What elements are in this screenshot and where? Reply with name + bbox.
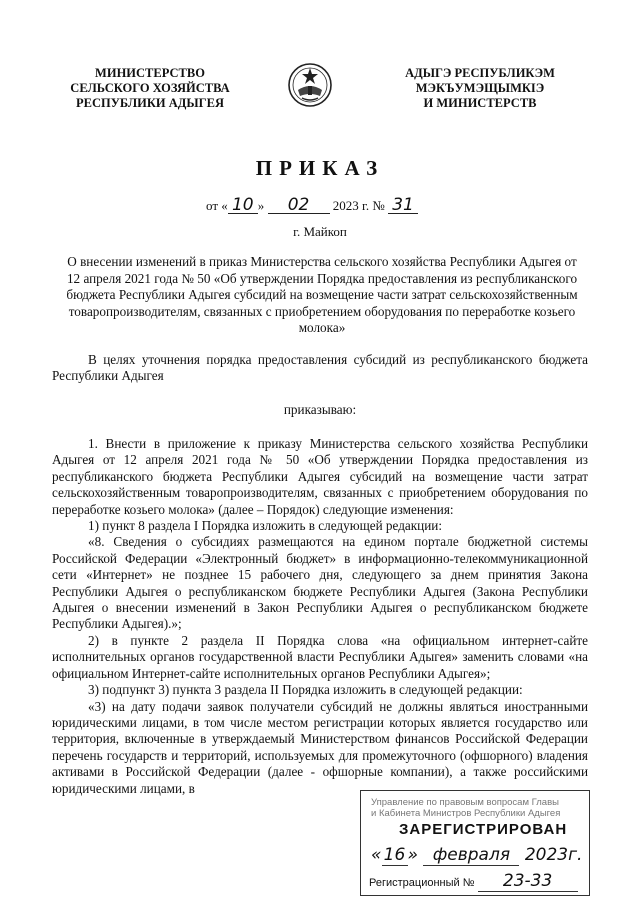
- intro-text: В целях уточнения порядка предоставления субсидий из республиканского бюджета Республики Адыгея: [52, 352, 588, 384]
- stamp-date-suffix: г.: [568, 845, 583, 865]
- subparagraph-3-text: «3) на дату подачи заявок получатели субсидий не должны являться иностранными юридическими лицами, в том числе местом регистрации которых является государство или территория, включенные в утверждаемый Министерством финансов Российской Федерации перечень государств и территорий, используемых для промежуточного (офшорного) владения активами в Российской Федерации (далее - офшорные компании), а также российскими юридическими лицами, в: [52, 698, 588, 796]
- subparagraph-3: 3) подпункт 3) пункта 3 раздела II Порядка изложить в следующей редакции:: [88, 682, 523, 698]
- ministry-adyghe-line-3: И МИНИСТЕРСТВ: [423, 96, 537, 110]
- stamp-reg-label: Регистрационный №: [369, 877, 475, 889]
- registration-stamp: [360, 790, 590, 896]
- order-word-block: [52, 402, 588, 418]
- order-body: [52, 436, 588, 797]
- stamp-ghost-line-2: и Кабинета Министров Республики Адыгея: [371, 808, 561, 819]
- ministry-line-3: РЕСПУБЛИКИ АДЫГЕЯ: [75, 96, 225, 110]
- stamp-title: ЗАРЕГИСТРИРОВАН: [399, 821, 568, 838]
- stamp-date-year-suffix: 23: [546, 845, 569, 865]
- stamp-ghost-line-1: Управление по правовым вопросам Главы: [371, 797, 559, 808]
- stamp-date-year-prefix: 20: [524, 845, 547, 865]
- city: г. Майкоп: [293, 224, 347, 239]
- subparagraph-1-text: «8. Сведения о субсидиях размещаются на едином портале бюджетной системы Российской Федерации «Электронный бюджет» в информационно-телекоммуникационной сети «Интернет» не позднее 15 рабочего дня, следующего за днем принятия Закона Республики Адыгея о республиканском бюджете Республики Адыгея (Закона Республики Адыгея о внесении изменений в Закон Республики Адыгея о республиканском бюджете Республики Адыгея).»;: [52, 534, 588, 632]
- order-date-line: [206, 197, 446, 214]
- ministry-adyghe-line-2: МЭКЪУМЭЩЫМКIЭ: [415, 81, 545, 95]
- date-day: 10: [228, 197, 258, 214]
- date-year: 2023 г.: [332, 198, 370, 213]
- date-quote-close: »: [257, 198, 265, 213]
- order-number: 31: [388, 197, 418, 214]
- ministry-line-2: СЕЛЬСКОГО ХОЗЯЙСТВА: [70, 81, 230, 95]
- stamp-date: « 16 » февраля 2023г.: [371, 845, 583, 865]
- ministry-adyghe-line-1: АДЫГЭ РЕСПУБЛИКЭМ: [405, 66, 555, 80]
- subparagraph-2: 2) в пункте 2 раздела II Порядка слова «на официальном интернет-сайте исполнительных органов государственной власти Республики Адыгея» заменить словами «на официальном Интернет-сайте исполнительных органов Республики Адыгея»;: [52, 632, 588, 681]
- date-month: 02: [268, 197, 330, 214]
- date-prefix: от «: [206, 198, 228, 213]
- coat-of-arms-icon: [288, 60, 332, 110]
- stamp-registration: [369, 871, 578, 892]
- paragraph-1: 1. Внести в приложение к приказу Министерства сельского хозяйства Республики Адыгея от 12 апреля 2021 года № 50 «Об утверждении Порядка предоставления из республиканского бюджета Республики Адыгея субсидий на возмещение части затрат сельскохозяйственным товаропроизводителям, связанных с приобретением оборудования по переработке козьего молока» (далее – Порядок) следующие изменения:: [52, 436, 588, 517]
- stamp-date-day: 16: [382, 845, 408, 866]
- ministry-name-russian: [60, 66, 240, 111]
- stamp-ghost-text: [371, 797, 560, 819]
- stamp-reg-number: 23-33: [478, 871, 578, 892]
- order-word: приказываю:: [283, 402, 357, 417]
- order-number-label: №: [372, 198, 385, 213]
- document-title: ПРИКАЗ: [255, 156, 385, 180]
- ministry-name-adyghe: [380, 66, 580, 111]
- ministry-line-1: МИНИСТЕРСТВО: [95, 66, 205, 80]
- stamp-date-month: февраля: [423, 845, 519, 866]
- subparagraph-1: 1) пункт 8 раздела I Порядка изложить в следующей редакции:: [88, 518, 443, 534]
- intro-paragraph: [52, 352, 588, 385]
- order-subject: О внесении изменений в приказ Министерства сельского хозяйства Республики Адыгея от 12 апреля 2021 года № 50 «Об утверждении Порядка предоставления из республиканского бюджета Республики Адыгея субсидий на возмещение части затрат сельскохозяйственным товаропроизводителям, связанных с приобретением оборудования по переработке козьего молока»: [66, 254, 578, 336]
